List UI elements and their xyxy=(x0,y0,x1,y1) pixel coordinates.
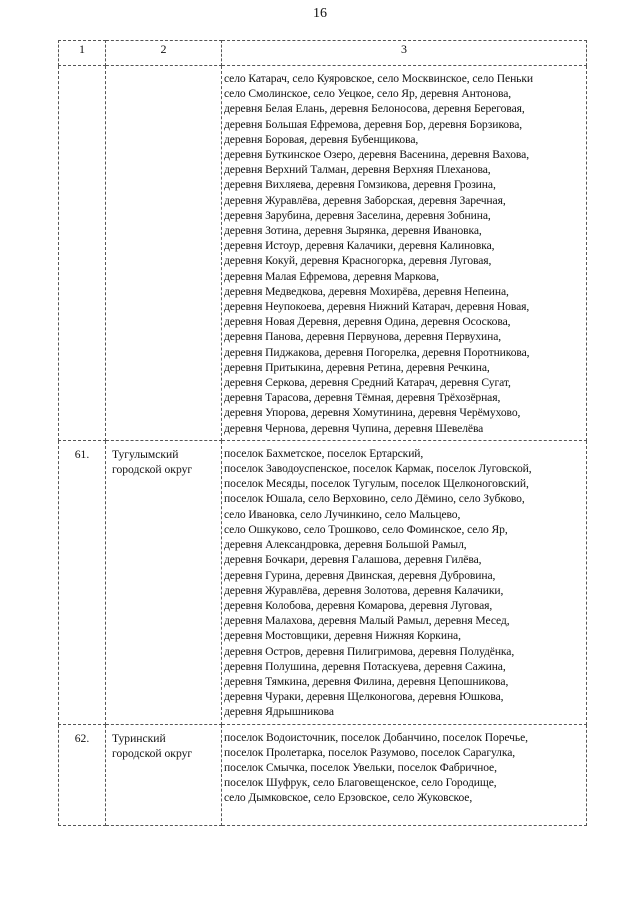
settlement-line: деревня Александровка, деревня Большой Рамыл, xyxy=(224,538,467,552)
row-number: 61. xyxy=(59,440,106,724)
settlement-line: деревня Вихляева, деревня Гомзикова, деревня Грозина, xyxy=(224,178,496,192)
page-number: 16 xyxy=(313,6,327,21)
settlement-line: деревня Истоур, деревня Калачики, деревня Калиновка, xyxy=(224,239,495,253)
municipality-name: Туринский городской округ xyxy=(106,724,222,825)
column-header-3: 3 xyxy=(222,41,587,66)
table-row xyxy=(59,440,587,724)
settlement-line: село Ивановка, село Лучинкино, село Мальцево, xyxy=(224,507,461,521)
row-number xyxy=(59,66,106,441)
settlement-line: деревня Боровая, деревня Бубенщикова, xyxy=(224,132,419,146)
settlement-line: село Смолинское, село Уецкое, село Яр, деревня Антонова, xyxy=(224,87,512,101)
settlement-line: деревня Журавлёва, деревня Заборская, деревня Заречная, xyxy=(224,193,506,207)
settlement-line: деревня Малая Ефремова, деревня Маркова, xyxy=(224,269,439,283)
settlement-line: деревня Пиджакова, деревня Погорелка, деревня Поротникова, xyxy=(224,345,530,359)
settlement-line: деревня Упорова, деревня Хомутинина, деревня Черёмухово, xyxy=(224,406,521,420)
settlement-line: деревня Буткинское Озеро, деревня Васенина, деревня Вахова, xyxy=(224,148,529,162)
settlements-list xyxy=(222,66,587,441)
settlement-line: поселок Водоисточник, поселок Добанчино, поселок Поречье, xyxy=(224,730,528,744)
settlement-line: село Ошкуково, село Трошково, село Фоминское, село Яр, xyxy=(224,522,508,536)
settlement-line: деревня Неупокоева, деревня Нижний Катарач, деревня Новая, xyxy=(224,300,530,314)
column-header-2: 2 xyxy=(106,41,222,66)
settlement-line: деревня Мостовщики, деревня Нижняя Коркина, xyxy=(224,629,461,643)
settlement-line: поселок Месяды, поселок Тугулым, поселок Щелконоговский, xyxy=(224,477,529,491)
settlement-line: деревня Притыкина, деревня Ретина, деревня Речкина, xyxy=(224,360,490,374)
settlement-line: деревня Новая Деревня, деревня Одина, деревня Ососкова, xyxy=(224,315,511,329)
settlement-line: село Дымковское, село Ерзовское, село Жуковское, xyxy=(224,791,473,805)
row-number: 62. xyxy=(59,724,106,825)
settlement-line: деревня Чернова, деревня Чупина, деревня Шевелёва xyxy=(224,421,484,435)
settlements-table xyxy=(58,40,587,826)
municipality-name: Тугулымский городской округ xyxy=(106,440,222,724)
table-row xyxy=(59,66,587,441)
settlement-line: деревня Медведкова, деревня Мохирёва, деревня Непеина, xyxy=(224,284,509,298)
settlement-line: поселок Пролетарка, поселок Разумово, поселок Сарагулка, xyxy=(224,745,516,759)
settlement-line: деревня Тарасова, деревня Тёмная, деревня Трёхозёрная, xyxy=(224,391,501,405)
settlement-line: деревня Тямкина, деревня Филина, деревня Цепошникова, xyxy=(224,674,509,688)
settlement-line: деревня Верхний Талман, деревня Верхняя Плеханова, xyxy=(224,163,491,177)
settlement-line: деревня Малахова, деревня Малый Рамыл, деревня Месед, xyxy=(224,614,510,628)
settlement-line: село Катарач, село Куяровское, село Москвинское, село Пеньки xyxy=(224,72,534,85)
settlement-line: деревня Журавлёва, деревня Золотова, деревня Калачики, xyxy=(224,583,504,597)
settlement-line: деревня Полушина, деревня Потаскуева, деревня Сажина, xyxy=(224,659,506,673)
settlement-line: деревня Остров, деревня Пилигримова, деревня Полудёнка, xyxy=(224,644,515,658)
settlement-line: деревня Большая Ефремова, деревня Бор, деревня Борзикова, xyxy=(224,117,523,131)
settlement-line: деревня Чураки, деревня Щелконогова, деревня Юшкова, xyxy=(224,690,504,704)
settlement-line: поселок Шуфрук, село Благовещенское, село Городище, xyxy=(224,776,497,790)
settlements-list xyxy=(222,724,587,825)
settlement-line: деревня Панова, деревня Первунова, деревня Первухина, xyxy=(224,330,502,344)
settlement-line: деревня Белая Елань, деревня Белоносова, деревня Береговая, xyxy=(224,102,525,116)
table-row xyxy=(59,724,587,825)
settlement-line: поселок Юшала, село Верховино, село Дёмино, село Зубково, xyxy=(224,492,525,506)
settlement-line: поселок Смычка, поселок Увельки, поселок Фабричное, xyxy=(224,760,497,774)
settlements-list xyxy=(222,440,587,724)
settlement-line: деревня Серкова, деревня Средний Катарач, деревня Сугат, xyxy=(224,376,511,390)
settlement-line: поселок Заводоуспенское, поселок Кармак, поселок Луговской, xyxy=(224,462,532,476)
settlement-line: деревня Бочкари, деревня Галашова, деревня Гилёва, xyxy=(224,553,482,567)
column-header-1: 1 xyxy=(59,41,106,66)
settlement-line: деревня Зотина, деревня Зырянка, деревня Ивановка, xyxy=(224,224,482,238)
settlement-line: деревня Гурина, деревня Двинская, деревня Дубровина, xyxy=(224,568,496,582)
settlement-line: деревня Кокуй, деревня Красногорка, деревня Луговая, xyxy=(224,254,492,268)
settlement-line: деревня Ядрышникова xyxy=(224,705,334,719)
settlement-line: деревня Зарубина, деревня Заселина, деревня Зобнина, xyxy=(224,208,491,222)
settlement-line: поселок Бахметское, поселок Ертарский, xyxy=(224,446,424,460)
municipality-name xyxy=(106,66,222,441)
settlement-line: деревня Колобова, деревня Комарова, деревня Луговая, xyxy=(224,598,493,612)
table-header-row xyxy=(59,41,587,66)
